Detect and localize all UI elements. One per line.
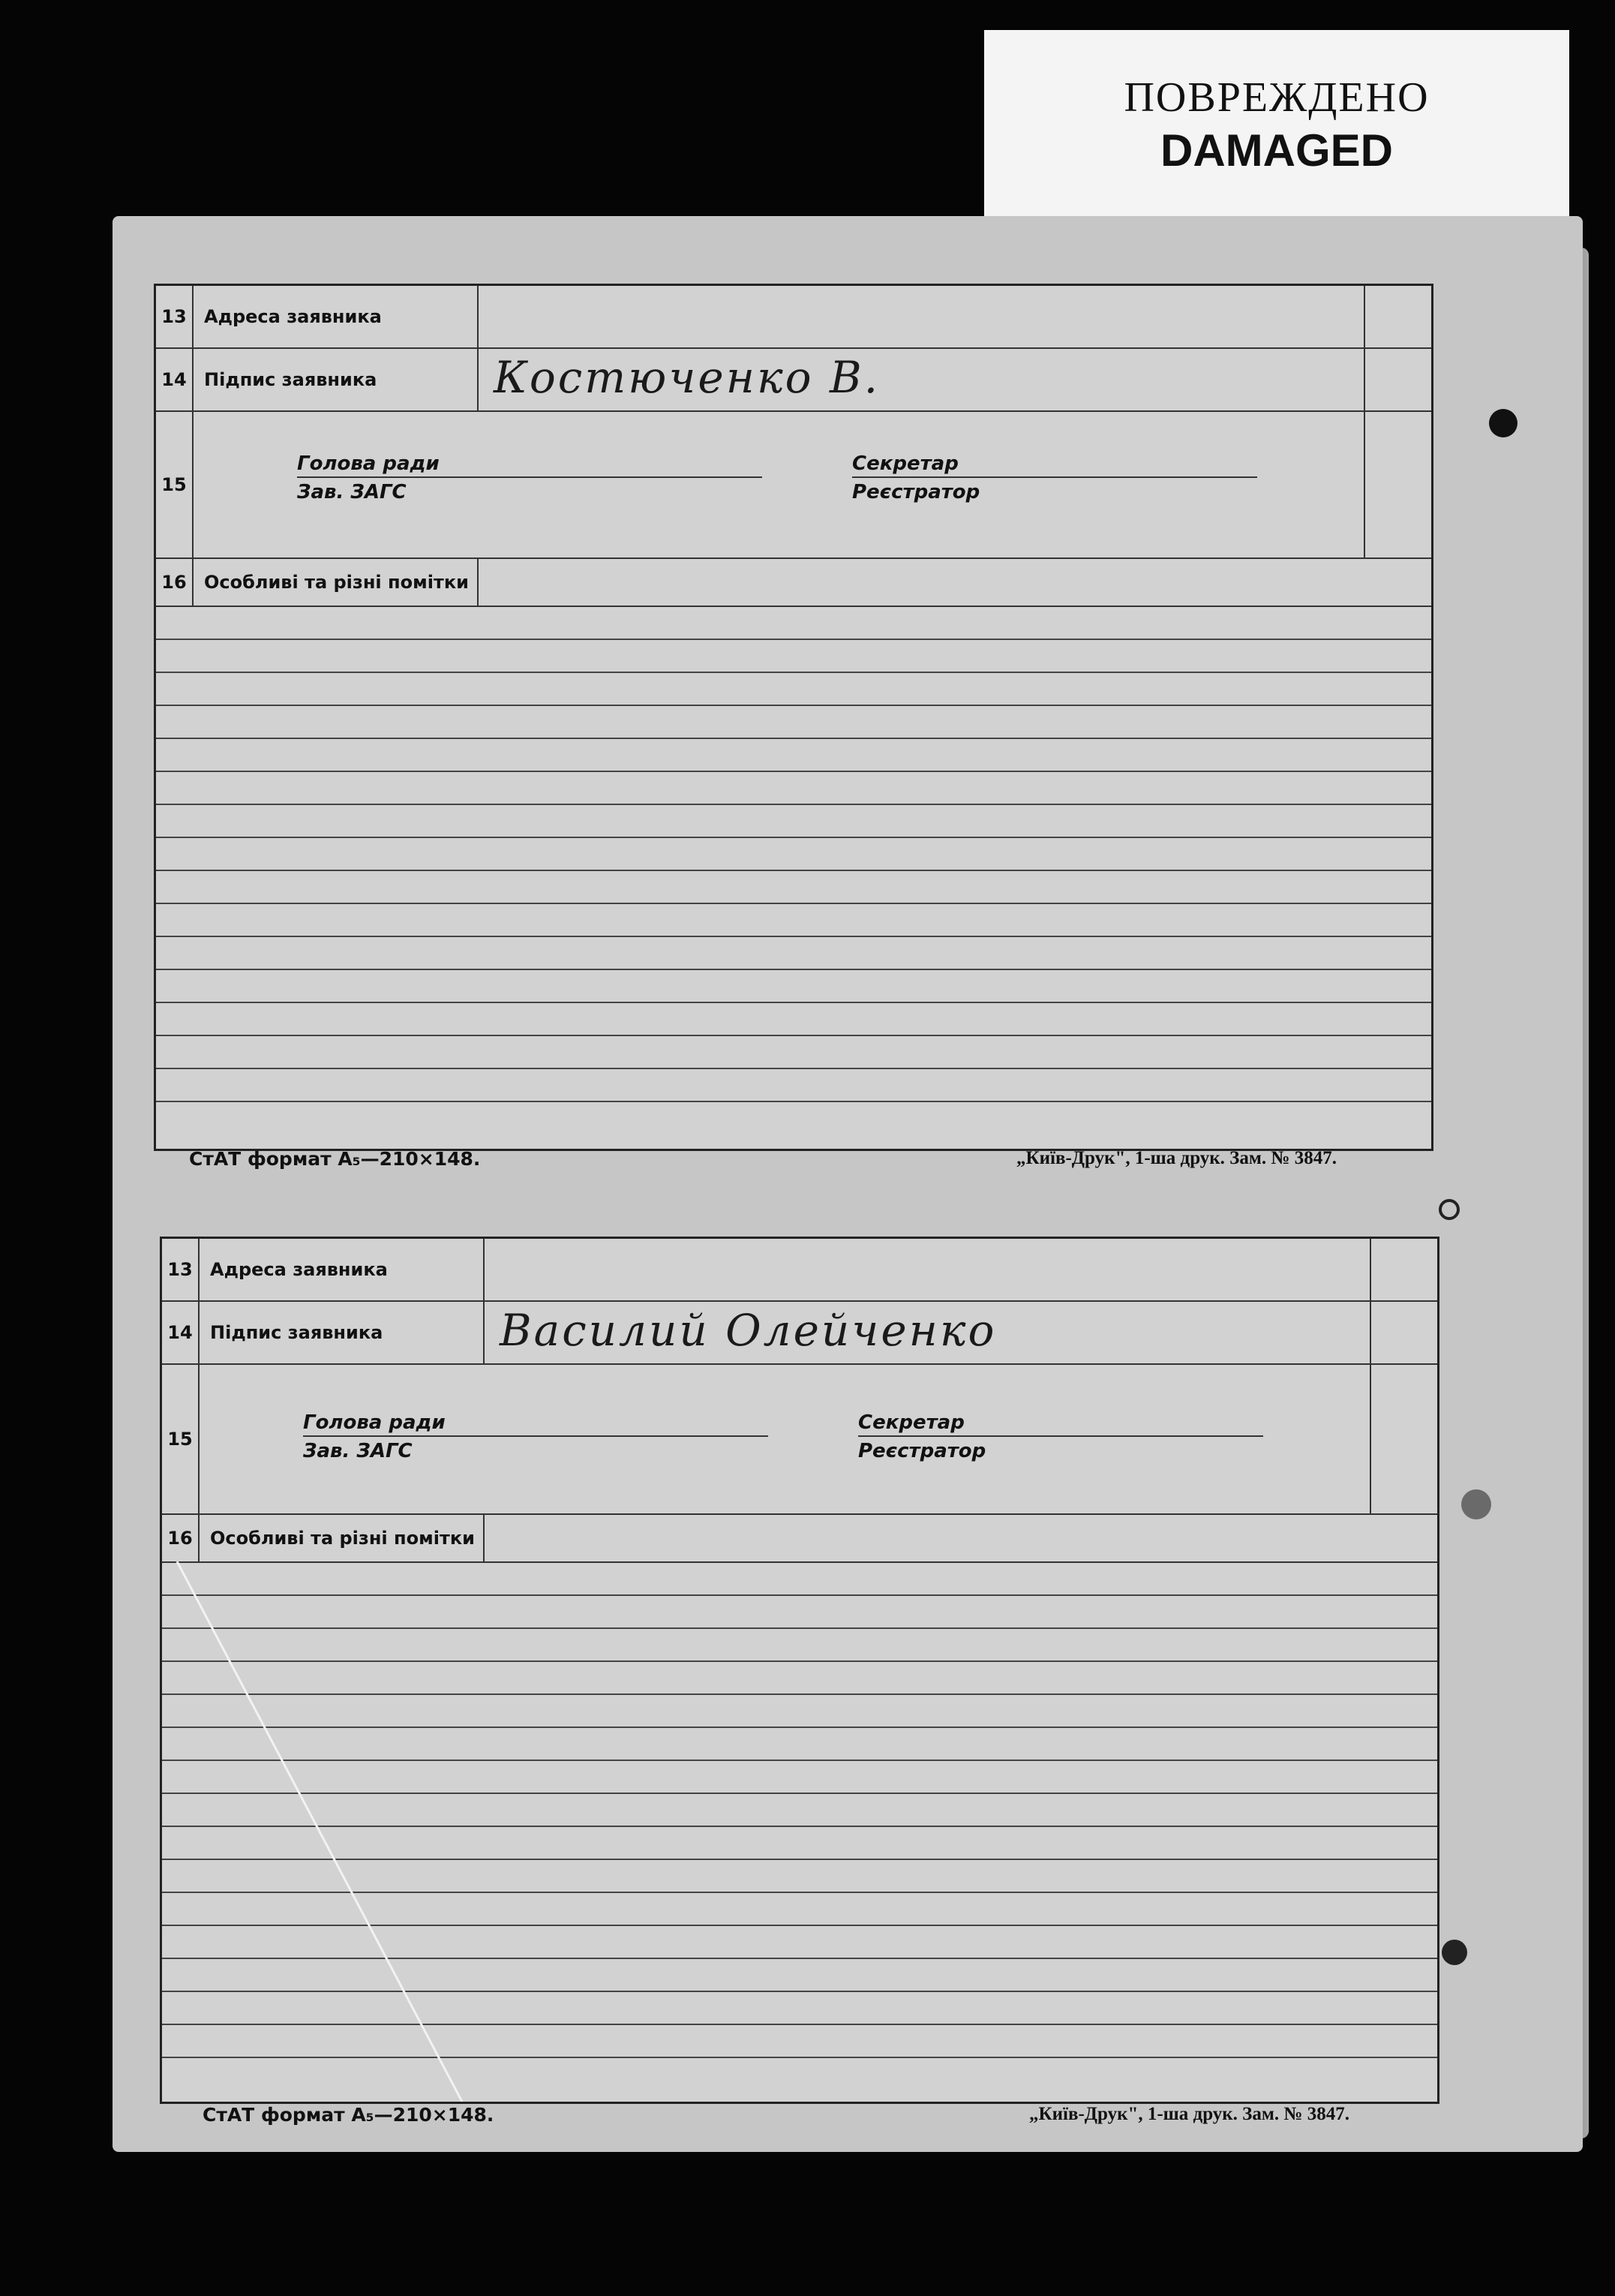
fold-crease xyxy=(162,1561,477,2102)
ruled-line xyxy=(156,705,1431,706)
damaged-label xyxy=(984,30,1569,218)
row-address xyxy=(162,1239,1437,1302)
registry-form-bottom xyxy=(160,1237,1439,2104)
binding-hole xyxy=(1442,1940,1467,1965)
address-value xyxy=(486,1239,1371,1300)
signature-field xyxy=(480,349,1365,410)
row-label: Адреса заявника xyxy=(198,1239,485,1300)
ruled-line xyxy=(156,870,1431,871)
registrar-label: Реєстратор xyxy=(858,1440,986,1462)
ruled-line xyxy=(156,1035,1431,1036)
form-footer-left: СтАТ формат А₅—210×148. xyxy=(189,1148,481,1170)
row-number: 14 xyxy=(162,1302,200,1363)
row-notes xyxy=(162,1515,1437,1563)
ruled-line xyxy=(156,738,1431,739)
ruled-line xyxy=(156,936,1431,937)
secretary-signature-line xyxy=(858,1435,1263,1437)
secretary-title xyxy=(858,1408,986,1465)
officials-area xyxy=(198,1365,1371,1513)
row-number: 16 xyxy=(156,559,194,606)
head-of-council-label: Голова ради xyxy=(297,452,440,475)
form-footer-right: „Київ-Друк", 1-ша друк. Зам. № 3847. xyxy=(1016,1148,1337,1168)
row-number: 14 xyxy=(156,349,194,410)
ruled-line xyxy=(156,1068,1431,1069)
head-title xyxy=(297,449,440,506)
ruled-line xyxy=(156,771,1431,772)
binding-hole xyxy=(1439,1199,1460,1220)
officials-area xyxy=(192,412,1365,557)
row-number: 15 xyxy=(156,412,194,557)
row-label: Підпис заявника xyxy=(192,349,479,410)
row-notes xyxy=(156,559,1431,607)
ruled-line xyxy=(156,639,1431,640)
head-signature-line xyxy=(303,1435,768,1437)
binding-hole xyxy=(1489,409,1517,437)
registry-head-label: Зав. ЗАГС xyxy=(303,1440,413,1462)
ruled-line xyxy=(156,1101,1431,1102)
ruled-line xyxy=(156,1002,1431,1003)
registry-form-top xyxy=(154,284,1433,1151)
row-number: 16 xyxy=(162,1515,200,1561)
signature-field xyxy=(486,1302,1371,1363)
row-number: 13 xyxy=(162,1239,200,1300)
head-title xyxy=(303,1408,446,1465)
binding-hole xyxy=(1461,1489,1491,1519)
form-footer-left: СтАТ формат А₅—210×148. xyxy=(203,2104,494,2126)
form-footer-right: „Київ-Друк", 1-ша друк. Зам. № 3847. xyxy=(1029,2104,1350,2124)
row-label: Підпис заявника xyxy=(198,1302,485,1363)
damaged-label-en: DAMAGED xyxy=(1160,125,1393,176)
row-address xyxy=(156,286,1431,349)
row-label: Адреса заявника xyxy=(192,286,479,347)
row-officials xyxy=(162,1365,1437,1515)
ruled-line xyxy=(156,969,1431,970)
row-signature xyxy=(162,1302,1437,1365)
handwritten-signature: Василий Олейченко xyxy=(500,1305,997,1356)
secretary-label: Секретар xyxy=(852,452,959,475)
head-of-council-label: Голова ради xyxy=(303,1411,446,1434)
row-officials xyxy=(156,412,1431,559)
row-number: 13 xyxy=(156,286,194,347)
address-value xyxy=(480,286,1365,347)
row-number: 15 xyxy=(162,1365,200,1513)
head-signature-line xyxy=(297,476,762,478)
ruled-line xyxy=(156,837,1431,838)
row-signature xyxy=(156,349,1431,412)
handwritten-signature: Костюченко В. xyxy=(494,352,881,403)
row-label: Особливі та різні помітки xyxy=(198,1515,485,1561)
damaged-label-ua: ПОВРЕЖДЕНО xyxy=(1124,74,1430,121)
ruled-line xyxy=(156,672,1431,673)
secretary-label: Секретар xyxy=(858,1411,965,1434)
ruled-line xyxy=(156,903,1431,904)
secretary-title xyxy=(852,449,980,506)
row-label: Особливі та різні помітки xyxy=(192,559,479,606)
registrar-label: Реєстратор xyxy=(852,481,980,503)
registry-head-label: Зав. ЗАГС xyxy=(297,481,407,503)
ruled-line xyxy=(156,804,1431,805)
secretary-signature-line xyxy=(852,476,1257,478)
